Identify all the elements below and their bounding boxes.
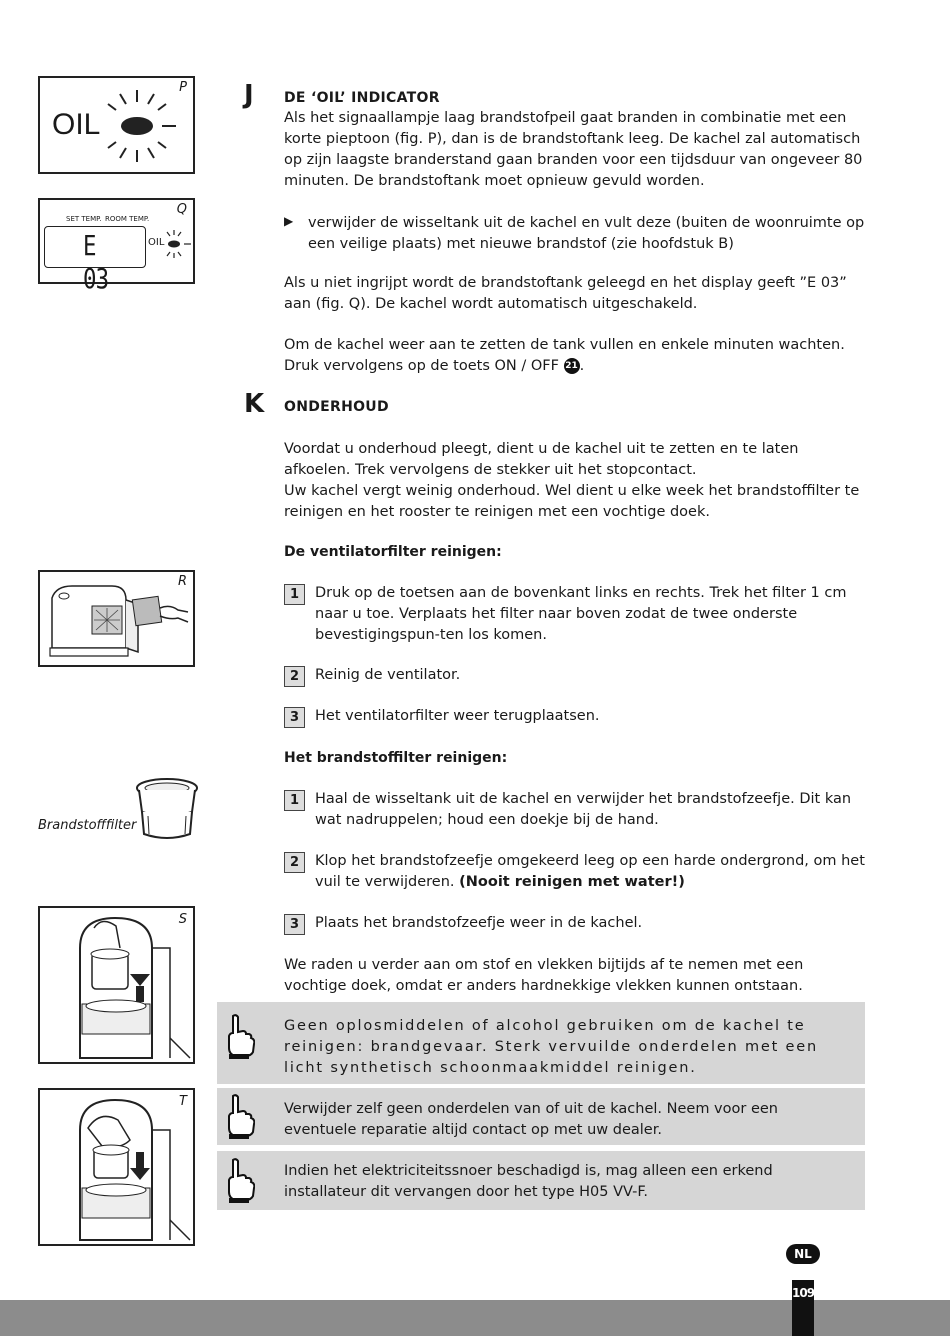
section-letter-k: K xyxy=(244,389,265,419)
section-k-heading: ONDERHOUD xyxy=(284,399,389,415)
figure-s xyxy=(38,906,195,1064)
figure-t xyxy=(38,1088,195,1246)
fuel-filter-remove-illustration xyxy=(40,1090,195,1246)
note-box-2 xyxy=(217,1088,865,1145)
section-j-para2: Als u niet ingrijpt wordt de brandstoftank geleegd en het display geeft ”E 03” aan (fig. Q). De kachel wordt automatisch uitgeschakeld. xyxy=(284,275,847,312)
oil-lamp-icon xyxy=(162,226,196,266)
note-text: Verwijder zelf geen onderdelen van of uit de kachel. Neem voor een eventuele reparatie altijd contact op met uw dealer. xyxy=(284,1101,778,1138)
section-j-bullet: verwijder de wisseltank uit de kachel en vult deze (buiten de woonruimte op een veilige plaats) met nieuwe brandstof (zie hoofdstuk B) xyxy=(308,215,865,252)
pointing-hand-icon xyxy=(223,1094,255,1140)
section-j-para1: Als het signaallampje laag brandstofpeil gaat branden in combinatie met een korte pieptoon (fig. P), dan is de brandstoftank leeg. De kachel zal automatisch op zijn laagste branderstand gaan branden voor een tijdsduur van ongeveer 80 minuten. De brandstoftank moet opnieuw gevuld worden. xyxy=(284,110,863,189)
oil-text: OIL xyxy=(148,237,165,248)
fuel-filter-insert-illustration xyxy=(40,908,195,1064)
step-text: Plaats het brandstofzeefje weer in de kachel. xyxy=(315,915,643,931)
pointing-hand-icon xyxy=(223,1158,255,1204)
figure-r xyxy=(38,570,195,667)
section-j-para3 xyxy=(284,335,866,377)
oil-text: OIL xyxy=(52,108,101,141)
oil-lamp-icon xyxy=(106,84,196,170)
figure-label: S xyxy=(178,912,187,927)
figure-label: P xyxy=(179,80,187,95)
step-text-warning: (Nooit reinigen met water!) xyxy=(459,874,685,890)
figure-q xyxy=(38,198,195,295)
section-letter-j: J xyxy=(244,80,254,110)
step-text: Het ventilatorfilter weer terugplaatsen. xyxy=(315,708,600,724)
intro-line1: Voordat u onderhoud pleegt, dient u de kachel uit te zetten en te laten afkoelen. Trek vervolgens de stekker uit het stopcontact. xyxy=(284,441,799,478)
fuel-filter-heading: Het brandstoffilter reinigen: xyxy=(284,750,508,766)
note-box-1 xyxy=(217,1002,865,1084)
fuel-filter-icon xyxy=(134,776,200,842)
pointing-hand-icon xyxy=(223,1014,255,1060)
on-off-button-ref: 21 xyxy=(564,358,580,374)
advice-paragraph: We raden u verder aan om stof en vlekken bijtijds af te nemen met een vochtige doek, omdat er anders hardnekkige vlekken kunnen ontstaan. xyxy=(284,957,804,994)
fan-filter-heading: De ventilatorfilter reinigen: xyxy=(284,544,502,560)
step-number: 2 xyxy=(284,666,305,687)
para3-line1: Om de kachel weer aan te zetten de tank vullen en enkele minuten wachten. xyxy=(284,337,845,353)
room-temp-label: ROOM TEMP. xyxy=(105,215,150,223)
set-temp-label: SET TEMP. xyxy=(66,215,102,223)
page-number: 109 xyxy=(792,1280,814,1336)
step-text-main: Klop het brandstofzeefje omgekeerd leeg op een harde ondergrond, om het vuil te verwijderen. xyxy=(315,853,865,890)
bullet-arrow-icon: ▶ xyxy=(284,214,294,228)
step-number: 1 xyxy=(284,584,305,605)
step-text xyxy=(315,851,866,893)
step-text: Haal de wisseltank uit de kachel en verwijder het brandstofzeefje. Dit kan wat nadruppelen; houd een doekje bij de hand. xyxy=(315,791,852,828)
language-badge: NL xyxy=(786,1244,820,1264)
para3-end: . xyxy=(579,358,585,374)
error-code-display: E 03 xyxy=(83,229,109,295)
section-k-intro xyxy=(284,439,866,523)
intro-line2: Uw kachel vergt weinig onderhoud. Wel dient u elke week het brandstoffilter te reinigen en het rooster te reinigen met een vochtige doek. xyxy=(284,483,860,520)
para3-line2: Druk vervolgens op de toets ON / OFF xyxy=(284,358,559,374)
step-text: Reinig de ventilator. xyxy=(315,667,461,683)
note-box-3 xyxy=(217,1151,865,1210)
figure-p xyxy=(38,76,195,174)
note-text: Indien het elektriciteitssnoer beschadigd is, mag alleen een erkend installateur dit vervangen door het type H05 VV-F. xyxy=(284,1163,773,1200)
display-panel xyxy=(44,226,146,295)
step-number: 3 xyxy=(284,914,305,935)
figure-label: Q xyxy=(176,202,187,217)
figure-label: T xyxy=(179,1094,187,1109)
note-text: Geen oplosmiddelen of alcohol gebruiken om de kachel te reinigen: brandgevaar. Sterk vervuilde onderdelen met een licht synthetisch schoonmaakmiddel reinigen. xyxy=(284,1018,818,1076)
heater-filter-illustration xyxy=(42,578,192,664)
step-number: 3 xyxy=(284,707,305,728)
step-text: Druk op de toetsen aan de bovenkant links en rechts. Trek het filter 1 cm naar u toe. Verplaats het filter naar boven zodat de twee onderste bevestigingspun-ten los komen. xyxy=(315,585,847,643)
step-number: 1 xyxy=(284,790,305,811)
step-number: 2 xyxy=(284,852,305,873)
filter-caption: Brandstofffilter xyxy=(38,818,137,833)
figure-label: R xyxy=(177,574,187,589)
section-j-heading: DE ‘OIL’ INDICATOR xyxy=(284,90,440,106)
